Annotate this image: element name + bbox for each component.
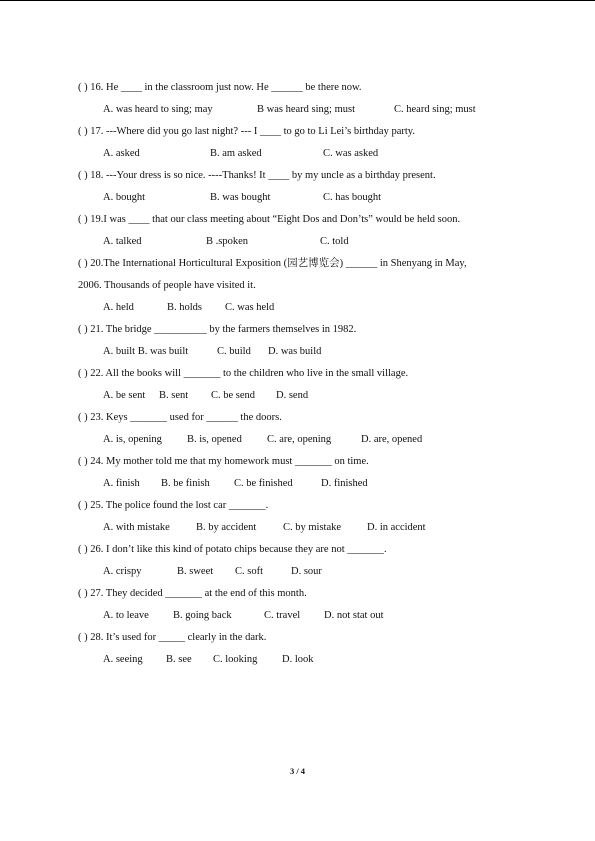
- question-19-options: [78, 231, 548, 253]
- option-b: B. by accident: [196, 522, 257, 533]
- option-a: A. was heard to sing; may: [103, 104, 213, 115]
- option-c: C. are, opening: [267, 434, 332, 445]
- top-rule: [0, 0, 595, 1]
- option-b: B. is, opened: [187, 434, 242, 445]
- option-a: A. crispy: [103, 566, 142, 577]
- question-20-stem-continued: 2006. Thousands of people have visited it.: [78, 280, 256, 291]
- option-a: A. be sent: [103, 390, 146, 401]
- option-c: C. travel: [264, 610, 301, 621]
- question-22-stem: ( ) 22. All the books will _______ to the children who live in the small village.: [78, 368, 409, 379]
- question-23-stem: ( ) 23. Keys _______ used for ______ the doors.: [78, 412, 282, 423]
- option-d: D. was build: [268, 346, 322, 357]
- option-b: B. be finish: [161, 478, 210, 489]
- option-a: A. to leave: [103, 610, 149, 621]
- option-b: B. sweet: [177, 566, 214, 577]
- option-d: D. are, opened: [361, 434, 423, 445]
- option-a: A. finish: [103, 478, 140, 489]
- option-c: C. build: [217, 346, 251, 357]
- option-c: C. told: [320, 236, 349, 247]
- option-a: A. seeing: [103, 654, 143, 665]
- option-b: B. see: [166, 654, 192, 665]
- option-b: B. sent: [159, 390, 189, 401]
- option-ab: A. built B. was built: [103, 346, 189, 357]
- option-d: D. in accident: [367, 522, 426, 533]
- question-24-options: [78, 473, 548, 495]
- option-d: D. look: [282, 654, 314, 665]
- option-c: C. heard sing; must: [394, 104, 476, 115]
- option-c: C. by mistake: [283, 522, 342, 533]
- question-21-stem: ( ) 21. The bridge __________ by the farmers themselves in 1982.: [78, 324, 357, 335]
- question-19-stem: ( ) 19.I was ____ that our class meeting about “Eight Dos and Don’ts” would be held soon.: [78, 214, 461, 225]
- option-c: C. soft: [235, 566, 264, 577]
- option-d: D. sour: [291, 566, 322, 577]
- option-c: C. be finished: [234, 478, 293, 489]
- option-a: A. bought: [103, 192, 145, 203]
- option-b: B. am asked: [210, 148, 262, 159]
- page-number: 3 / 4: [289, 766, 306, 776]
- option-a: A. with mistake: [103, 522, 170, 533]
- option-c: C. looking: [213, 654, 258, 665]
- question-27-options: [78, 605, 548, 627]
- question-26-options: [78, 561, 548, 583]
- option-b: B. going back: [173, 610, 232, 621]
- option-d: D. not stat out: [324, 610, 384, 621]
- question-26-stem: ( ) 26. I don’t like this kind of potato chips because they are not _______.: [78, 544, 387, 555]
- question-20-options: [78, 297, 548, 319]
- question-23-options: [78, 429, 548, 451]
- question-16-options: [78, 99, 548, 121]
- question-22-options: [78, 385, 548, 407]
- question-list: [78, 77, 548, 671]
- question-28-options: [78, 649, 548, 671]
- option-b: B. was bought: [210, 192, 271, 203]
- question-18-options: [78, 187, 548, 209]
- option-b: B was heard sing; must: [257, 104, 355, 115]
- question-16-stem: ( ) 16. He ____ in the classroom just now. He ______ be there now.: [78, 82, 362, 93]
- option-c: C. was held: [225, 302, 275, 313]
- question-25-options: [78, 517, 548, 539]
- option-c: C. be send: [211, 390, 256, 401]
- question-27-stem: ( ) 27. They decided _______ at the end of this month.: [78, 588, 307, 599]
- option-a: A. asked: [103, 148, 140, 159]
- option-d: D. send: [276, 390, 309, 401]
- option-b: B .spoken: [206, 236, 248, 247]
- question-24-stem: ( ) 24. My mother told me that my homework must _______ on time.: [78, 456, 369, 467]
- question-21-options: [78, 341, 548, 363]
- option-a: A. is, opening: [103, 434, 162, 445]
- option-b: B. holds: [167, 302, 203, 313]
- question-17-stem: ( ) 17. ---Where did you go last night? --- I ____ to go to Li Lei’s birthday party.: [78, 126, 415, 137]
- option-a: A. held: [103, 302, 134, 313]
- question-25-stem: ( ) 25. The police found the lost car _______.: [78, 500, 269, 511]
- option-d: D. finished: [321, 478, 368, 489]
- question-18-stem: ( ) 18. ---Your dress is so nice. ----Thanks! It ____ by my uncle as a birthday present.: [78, 170, 436, 181]
- question-20-stem: ( ) 20.The International Horticultural Exposition (园艺博览会) ______ in Shenyang in May,: [78, 258, 467, 269]
- question-17-options: [78, 143, 548, 165]
- question-28-stem: ( ) 28. It’s used for _____ clearly in the dark.: [78, 632, 267, 643]
- option-c: C. has bought: [323, 192, 382, 203]
- option-a: A. talked: [103, 236, 142, 247]
- option-c: C. was asked: [323, 148, 379, 159]
